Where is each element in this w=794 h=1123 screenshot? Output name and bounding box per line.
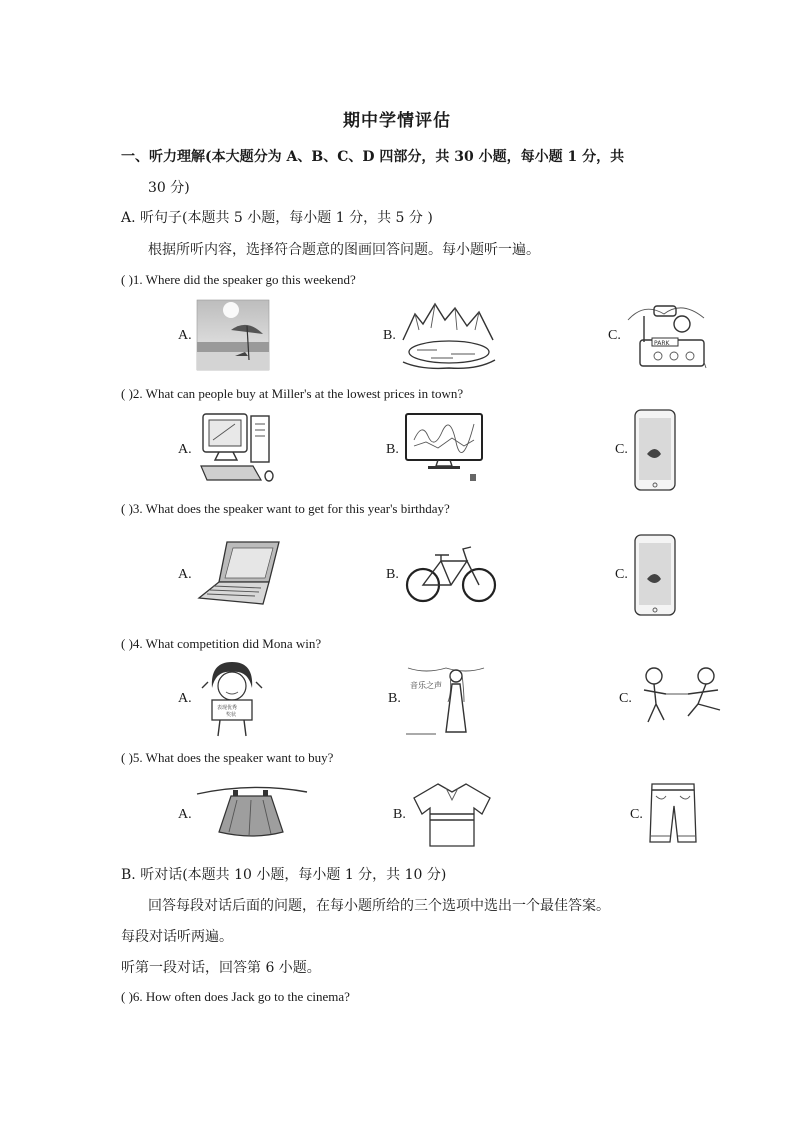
sectionA-instruction: 根据所听内容，选择符合题意的图画回答问题。每小题听一遍。 [148, 242, 540, 258]
option-label-a: A. [178, 807, 192, 822]
desktop-computer-picture [197, 410, 275, 486]
answer-blank[interactable]: ( ) [121, 501, 133, 516]
question-text: 4. What competition did Mona win? [132, 636, 322, 651]
part1-heading: 一、听力理解(本大题分为 A、B、C、D 四部分，共 30 小题，每小题 1 分，共 [121, 149, 625, 165]
answer-blank[interactable]: ( ) [121, 989, 133, 1004]
singer-sign: 音乐之声 [410, 681, 442, 690]
question-2 [121, 386, 463, 402]
question-text: 6. How often does Jack go to the cinema? [132, 989, 350, 1004]
certificate-text-2: 奖状 [226, 712, 237, 718]
park-sign: PARK [654, 340, 670, 347]
smartphone-picture [633, 533, 679, 617]
sectionB-instruction: 回答每段对话后面的问题，在每小题所给的三个选项中选出一个最佳答案。 [148, 898, 610, 914]
amusement-park-picture [624, 296, 708, 372]
question-5 [121, 750, 333, 766]
kids-dancing-picture [636, 664, 726, 728]
question-text: 5. What does the speaker want to buy? [132, 750, 334, 765]
question-text: 2. What can people buy at Miller's at the lowest prices in town? [132, 386, 464, 401]
option-label-b: B. [393, 807, 406, 822]
skirt-picture [197, 782, 307, 842]
sectionB-heading: B. 听对话(本题共 10 小题，每小题 1 分，共 10 分) [121, 867, 447, 883]
laptop-picture [197, 538, 283, 608]
shorts-picture [648, 780, 698, 846]
question-4 [121, 636, 321, 652]
question-6 [121, 989, 350, 1005]
question-1 [121, 272, 356, 288]
answer-blank[interactable]: ( ) [121, 750, 133, 765]
beach-picture [197, 300, 269, 370]
sectionB-instruction-cont: 每段对话听两遍。 [121, 929, 233, 945]
lake-mountain-picture [401, 300, 495, 370]
option-label-b: B. [386, 567, 399, 582]
option-label-c: C. [615, 567, 628, 582]
option-label-b: B. [388, 691, 401, 706]
question-text: 3. What does the speaker want to get for this year's birthday? [132, 501, 450, 516]
dialogue-1-heading: 听第一段对话，回答第 6 小题。 [121, 960, 321, 976]
option-label-a: A. [178, 442, 192, 457]
option-label-a: A. [178, 691, 192, 706]
option-label-a: A. [178, 328, 192, 343]
page-title: 期中学情评估 [343, 111, 451, 131]
bicycle-picture [405, 543, 497, 605]
option-label-b: B. [386, 442, 399, 457]
girl-with-certificate-picture [200, 660, 264, 738]
smartphone-picture [633, 408, 679, 492]
option-label-c: C. [619, 691, 632, 706]
certificate-text: 表现优秀 [217, 705, 238, 711]
answer-blank[interactable]: ( ) [121, 386, 133, 401]
option-label-a: A. [178, 567, 192, 582]
question-3 [121, 501, 450, 517]
option-label-c: C. [608, 328, 621, 343]
singer-picture [406, 662, 486, 738]
question-text: 1. Where did the speaker go this weekend? [132, 272, 356, 287]
option-label-b: B. [383, 328, 396, 343]
option-label-c: C. [615, 442, 628, 457]
sectionA-heading: A. 听句子(本题共 5 小题，每小题 1 分，共 5 分 ) [121, 210, 433, 226]
t-shirt-picture [412, 780, 492, 850]
option-label-c: C. [630, 807, 643, 822]
answer-blank[interactable]: ( ) [121, 636, 133, 651]
part1-heading-cont: 30 分) [148, 180, 190, 196]
monitor-picture [404, 412, 488, 484]
answer-blank[interactable]: ( ) [121, 272, 133, 287]
